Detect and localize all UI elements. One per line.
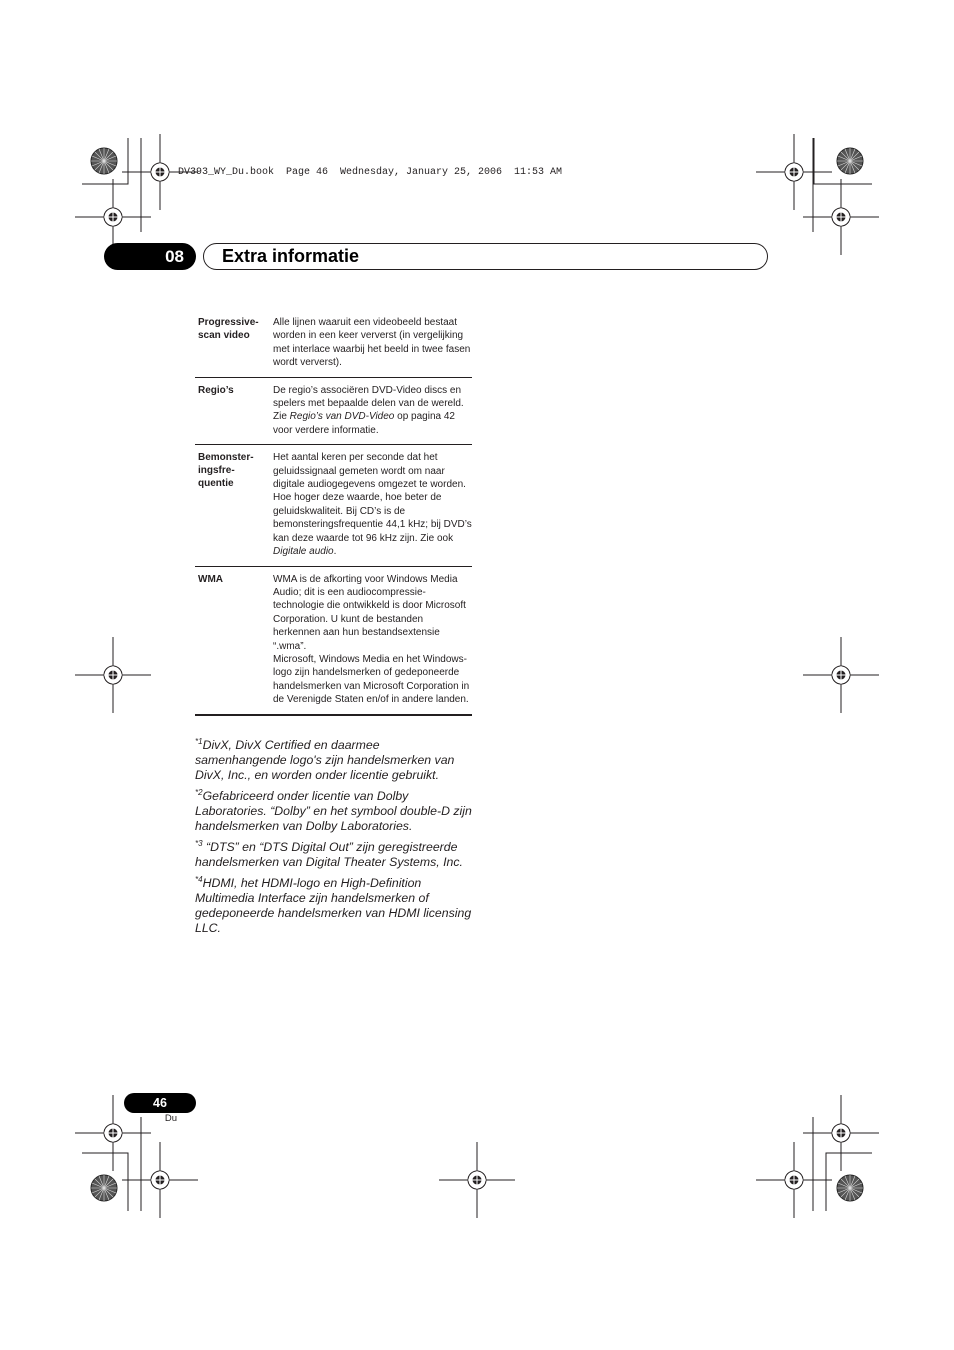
registration-mark-icon <box>803 179 879 255</box>
footnote-marker: *2 <box>195 788 203 797</box>
glossary-term: Bemonster- ingsfre- quentie <box>198 452 254 490</box>
star-target-icon <box>837 1175 863 1201</box>
glossary-row <box>195 310 472 378</box>
registration-mark-icon <box>122 1142 198 1218</box>
glossary-definition: WMA is de afkorting voor Windows Media Audio; dit is een audiocompressie-technologie die ontwikkeld is door Microsoft Corporation. U kunt de bestanden herkennen aan hun bestandsextensie “.wma”. Microsoft, Windows Media en het Windows-logo zijn handelsmerken of gedeponeerde handelsmerken van Microsoft Corporation in de Verenigde Staten en/of in andere landen. <box>273 573 470 706</box>
page-language: Du <box>164 1113 178 1124</box>
footnote-marker: *3 <box>195 839 203 848</box>
glossary-table <box>195 310 472 716</box>
footnote-marker: *4 <box>195 875 203 884</box>
glossary-row <box>195 567 472 716</box>
chapter-title-bar <box>203 243 768 270</box>
glossary-term: WMA <box>198 573 223 585</box>
footnote: $^{*1}$DivX, DivX Certified en daarmee samenhangende logo's zijn handelsmerken van DivX, Inc., en worden onder licentie gebruikt. <box>195 737 455 782</box>
page-number-badge: 46 <box>124 1093 196 1113</box>
registration-mark-icon <box>756 134 832 210</box>
footnote: $^{*2}$Gefabriceerd onder licentie van Dolby Laboratories. “Dolby” en het symbool double-D zijn handelsmerken van Dolby Laboratories. <box>195 788 472 833</box>
glossary-row <box>195 445 472 566</box>
glossary-term: Progressive- scan video <box>198 317 259 341</box>
star-target-icon <box>91 148 117 174</box>
cross-reference: Digitale audio <box>273 546 334 558</box>
book-info-header: DV393_WY_Du.book Page 46 Wednesday, January 25, 2006 11:53 AM <box>178 167 563 178</box>
registration-mark-icon <box>803 1095 879 1171</box>
cross-reference: Regio’s van DVD-Video <box>289 411 395 423</box>
footnotes <box>195 738 472 942</box>
glossary-definition: Het aantal keren per seconde dat het geluidssignaal gemeten wordt om naar digitale audiogegevens omgezet te worden. Hoe hoger deze waarde, hoe beter de geluidskwaliteit. Bij CD’s is de bemonsteringsfrequentie 44,1 kHz; bij DVD’s kan deze waarde tot 96 kHz zijn. Zie ook Digitale audio. <box>273 452 472 558</box>
registration-mark-icon <box>803 637 879 713</box>
footnote: $^{*4}$HDMI, het HDMI-logo en High-Definition Multimedia Interface zijn handelsmerken of gedeponeerde handelsmerken van HDMI licensing LLC. <box>195 875 472 935</box>
registration-mark-icon <box>439 1142 515 1218</box>
footnote-marker: *1 <box>195 737 203 746</box>
footnote: $^{*3}$ “DTS” en “DTS Digital Out” zijn geregistreerde handelsmerken van Digital Theater Systems, Inc. <box>195 839 463 869</box>
chapter-title: Extra informatie <box>222 246 360 266</box>
glossary-definition: Alle lijnen waaruit een videobeeld bestaat worden in een keer ververst (in vergelijking met interlace waarbij het beeld in twee fasen wordt ververst). <box>273 317 471 369</box>
glossary-definition: De regio’s associëren DVD-Video discs en spelers met bepaalde delen van de wereld. Zie Regio’s van DVD-Video op pagina 42 voor verdere informatie. <box>273 384 464 436</box>
registration-mark-icon <box>756 1142 832 1218</box>
glossary-row <box>195 378 472 446</box>
glossary-term: Regio’s <box>198 384 234 396</box>
star-target-icon <box>837 148 863 174</box>
registration-mark-icon <box>75 637 151 713</box>
chapter-number-badge: 08 <box>104 243 196 270</box>
star-target-icon <box>91 1175 117 1201</box>
